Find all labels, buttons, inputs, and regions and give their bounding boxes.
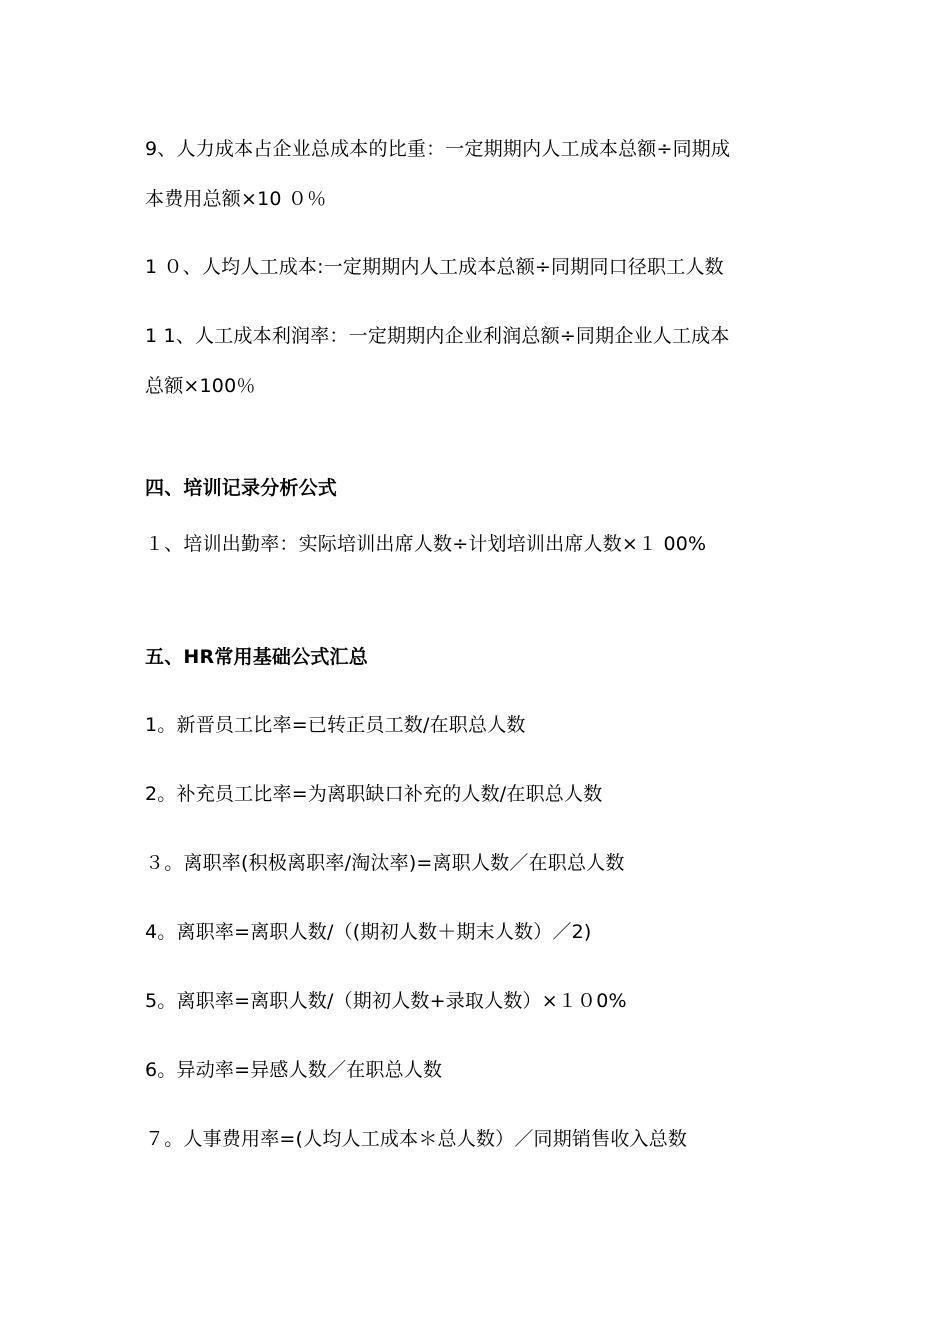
formula-10: 1 ０、人均人工成本:一定期期内人工成本总额÷同期同口径职工人数 — [145, 256, 724, 278]
hr-formula-5: 5。离职率=离职人数/（期初人数+录取人数）×１０0% — [145, 990, 627, 1012]
hr-formula-6: 6。异动率=异感人数／在职总人数 — [145, 1059, 443, 1081]
hr-formula-1: 1。新晋员工比率=已转正员工数/在职总人数 — [145, 714, 526, 736]
hr-formula-2: 2。补充员工比率=为离职缺口补充的人数/在职总人数 — [145, 783, 603, 805]
training-formula-1: １、培训出勤率：实际培训出席人数÷计划培训出席人数×１ 00% — [145, 533, 707, 555]
section-heading-training: 四、培训记录分析公式 — [145, 477, 338, 499]
hr-formula-7: ７。人事费用率=(人均人工成本＊总人数）／同期销售收入总数 — [145, 1128, 688, 1150]
formula-11-line-1: 1 1、人工成本利润率：一定期期内企业利润总额÷同期企业人工成本 — [145, 325, 730, 347]
hr-formula-3: ３。离职率(积极离职率/淘汰率)=离职人数／在职总人数 — [145, 852, 625, 874]
formula-9-line-2: 本费用总额×10 ０％ — [145, 188, 327, 210]
section-heading-hr-basics: 五、HR常用基础公式汇总 — [145, 646, 368, 668]
hr-formula-4: 4。离职率=离职人数/（(期初人数＋期末人数）／2) — [145, 921, 592, 943]
formula-11-line-2: 总额×100％ — [145, 375, 256, 397]
formula-9-line-1: 9、人力成本占企业总成本的比重：一定期期内人工成本总额÷同期成 — [145, 138, 731, 160]
